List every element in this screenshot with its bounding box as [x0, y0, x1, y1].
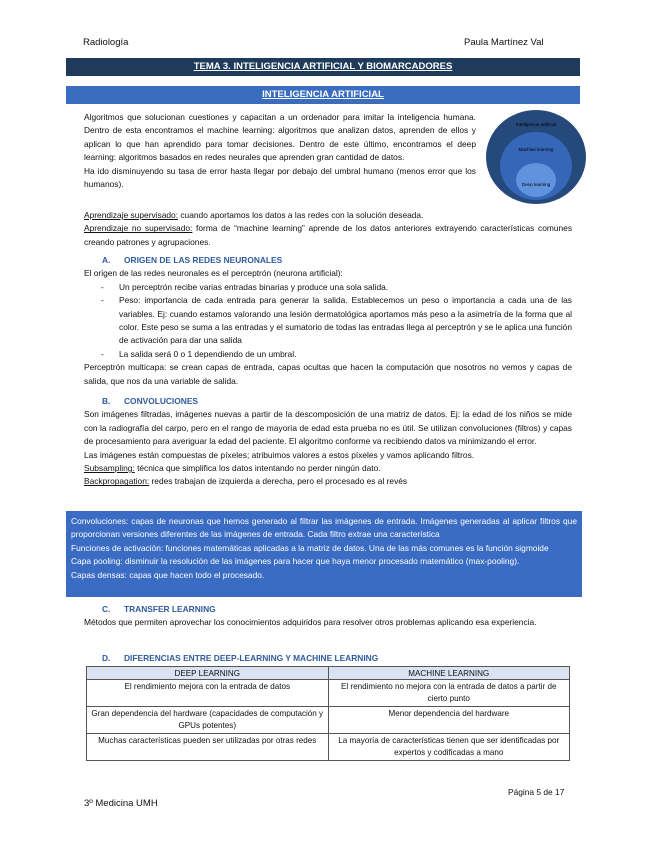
table-cell: Gran dependencia del hardware (capacidades de computación y GPUs potentes): [87, 707, 329, 734]
section-c: [84, 603, 572, 630]
learning-types: [84, 209, 572, 249]
error-paragraph: Ha ido disminuyendo su tasa de error hasta llegar por debajo del umbral humano (menos error que los humanos).: [84, 165, 476, 190]
section-b: [84, 395, 572, 489]
multilayer-paragraph: Perceptrón multicapa: se crean capas de entrada, capas ocultas que hacen la computación que nosotros no vemos y capas de salida, que nos da una variable de salida.: [84, 362, 572, 386]
unsupervised-text: forma de “machine learning” aprende de los datos anteriores extrayendo características comunes creando patrones y agrupaciones.: [84, 223, 573, 247]
label-ia: Inteligencia artificial: [515, 122, 557, 127]
footer-left: 3º Medicina UMH: [84, 798, 158, 809]
intro-block: [84, 111, 476, 191]
backpropagation-line: Backpropagation: redes trabajan de izquierda a derecha, pero el procesado es al revés: [84, 476, 408, 487]
label-dl: Deep learning: [521, 182, 551, 187]
column-header: DEEP LEARNING: [87, 667, 329, 680]
list-item: - Un perceptrón recibe varias entradas binarias y produce una sola salida.: [101, 281, 389, 292]
section-c-heading: C. TRANSFER LEARNING: [102, 604, 216, 614]
summary-line: Funciones de activación: funciones matemáticas aplicadas a la matriz de datos. Una de las más comunes es la función sigmoide: [71, 542, 549, 553]
ai-nested-circles-diagram: [484, 108, 588, 206]
column-header: MACHINE LEARNING: [328, 667, 570, 680]
topic-title: TEMA 3. INTELIGENCIA ARTIFICIAL Y BIOMARCADORES: [66, 58, 580, 76]
section-d: [84, 652, 572, 665]
summary-box: [66, 511, 582, 597]
table-row: [87, 707, 570, 734]
table-cell: El rendimiento mejora con la entrada de datos: [87, 680, 329, 707]
table-cell: Muchas características pueden ser utilizadas por otras redes: [87, 734, 329, 761]
table-header-row: [87, 667, 570, 680]
label-ml: Machine learning: [518, 147, 554, 152]
supervised-label: Aprendizaje supervisado:: [84, 210, 179, 220]
intro-paragraph: Algoritmos que solucionan cuestiones y capacitan a un ordenador para imitar la inteligencia humana. Dentro de esta encontramos el machine learning: algoritmos que analizan datos, aprenden de ellos y aplican lo que han aprendido para tomar decisiones. Dentro de este último, encontramos el deep learning: algoritmos basados en redes neurales que aprenden gran cantidad de datos.: [84, 112, 476, 163]
section-d-heading: D. DIFERENCIAS ENTRE DEEP-LEARNING Y MACHINE LEARNING: [102, 653, 379, 663]
pixels-paragraph: Las imágenes están compuestas de píxeles; atribuimos valores a estos píxeles y vamos aplicando filtros.: [84, 449, 475, 460]
summary-line: Convoluciones: capas de neuronas que hemos generado al filtrar las imágenes de entrada. Imágenes generadas al aplicar filtros que proporcionan versiones diferentes de las imágenes de entrada. Cada filtro extrae una característica: [71, 516, 577, 540]
unsupervised-line: [84, 222, 572, 249]
header-right: Paula Martínez Val: [464, 37, 544, 48]
table-row: [87, 734, 570, 761]
section-title: INTELIGENCIA ARTIFICIAL: [66, 86, 580, 104]
inner-circle: [516, 163, 556, 197]
section-a: [84, 254, 572, 388]
header-left: Radiología: [83, 37, 129, 48]
unsupervised-label: Aprendizaje no supervisado:: [84, 223, 193, 234]
supervised-text: cuando aportamos los datos a las redes con la solución deseada.: [178, 210, 424, 220]
table-cell: El rendimiento no mejora con la entrada de datos a partir de cierto punto: [328, 680, 570, 707]
subsampling-line: Subsampling: técnica que simplifica los datos intentando no perder ningún dato.: [84, 463, 381, 474]
table-row: [87, 680, 570, 707]
table-cell: Menor dependencia del hardware: [328, 707, 570, 734]
section-b-heading: B. CONVOLUCIONES: [102, 396, 198, 406]
summary-line: Capa pooling: disminuir la resolución de las imágenes para hacer que haya menor procesado matemático (max-pooling).: [71, 556, 520, 567]
list-item: - La salida será 0 o 1 dependiendo de un umbral.: [101, 348, 297, 359]
page-number: Página 5 de 17: [508, 787, 565, 797]
comparison-table: [86, 666, 570, 761]
transfer-paragraph: Métodos que permiten aprovechar los conocimientos adquiridos para resolver otros problemas aplicando esa experiencia.: [84, 617, 537, 628]
summary-line: Capas densas: capas que hacen todo el procesado.: [71, 569, 265, 580]
list-item: - Peso: importancia de cada entrada para generar la salida. Establecemos un peso o importancia a cada una de las variables. Ej: cuando estamos valorando una lesión dermatológica aportamos más peso a la asimetría de la forma que al color. Este peso se suma a las entradas y el sumatorio de todas las entradas llega al perceptrón y se le aplica una función de activación para dar una salida: [101, 295, 572, 346]
section-a-lead: El origen de las redes neuronales es el perceptrón (neurona artificial):: [84, 268, 343, 279]
table-cell: La mayoría de características tienen que ser identificadas por expertos y codificadas a mano: [328, 734, 570, 761]
section-a-heading: A. ORIGEN DE LAS REDES NEURONALES: [102, 255, 283, 265]
supervised-line: [84, 209, 572, 222]
convolutions-paragraph: Son imágenes filtradas, imágenes nuevas a partir de la descomposición de una matriz de datos. Ej: la edad de los niños se mide con la radiografía del carpo, pero en el rango de mayoría de edad esta prueba no es útil. Se utilizan convoluciones (filtros) y capas de procesamiento para averiguar la edad del paciente. El algoritmo conforme va recibiendo datos va minimizando el error.: [84, 409, 572, 447]
